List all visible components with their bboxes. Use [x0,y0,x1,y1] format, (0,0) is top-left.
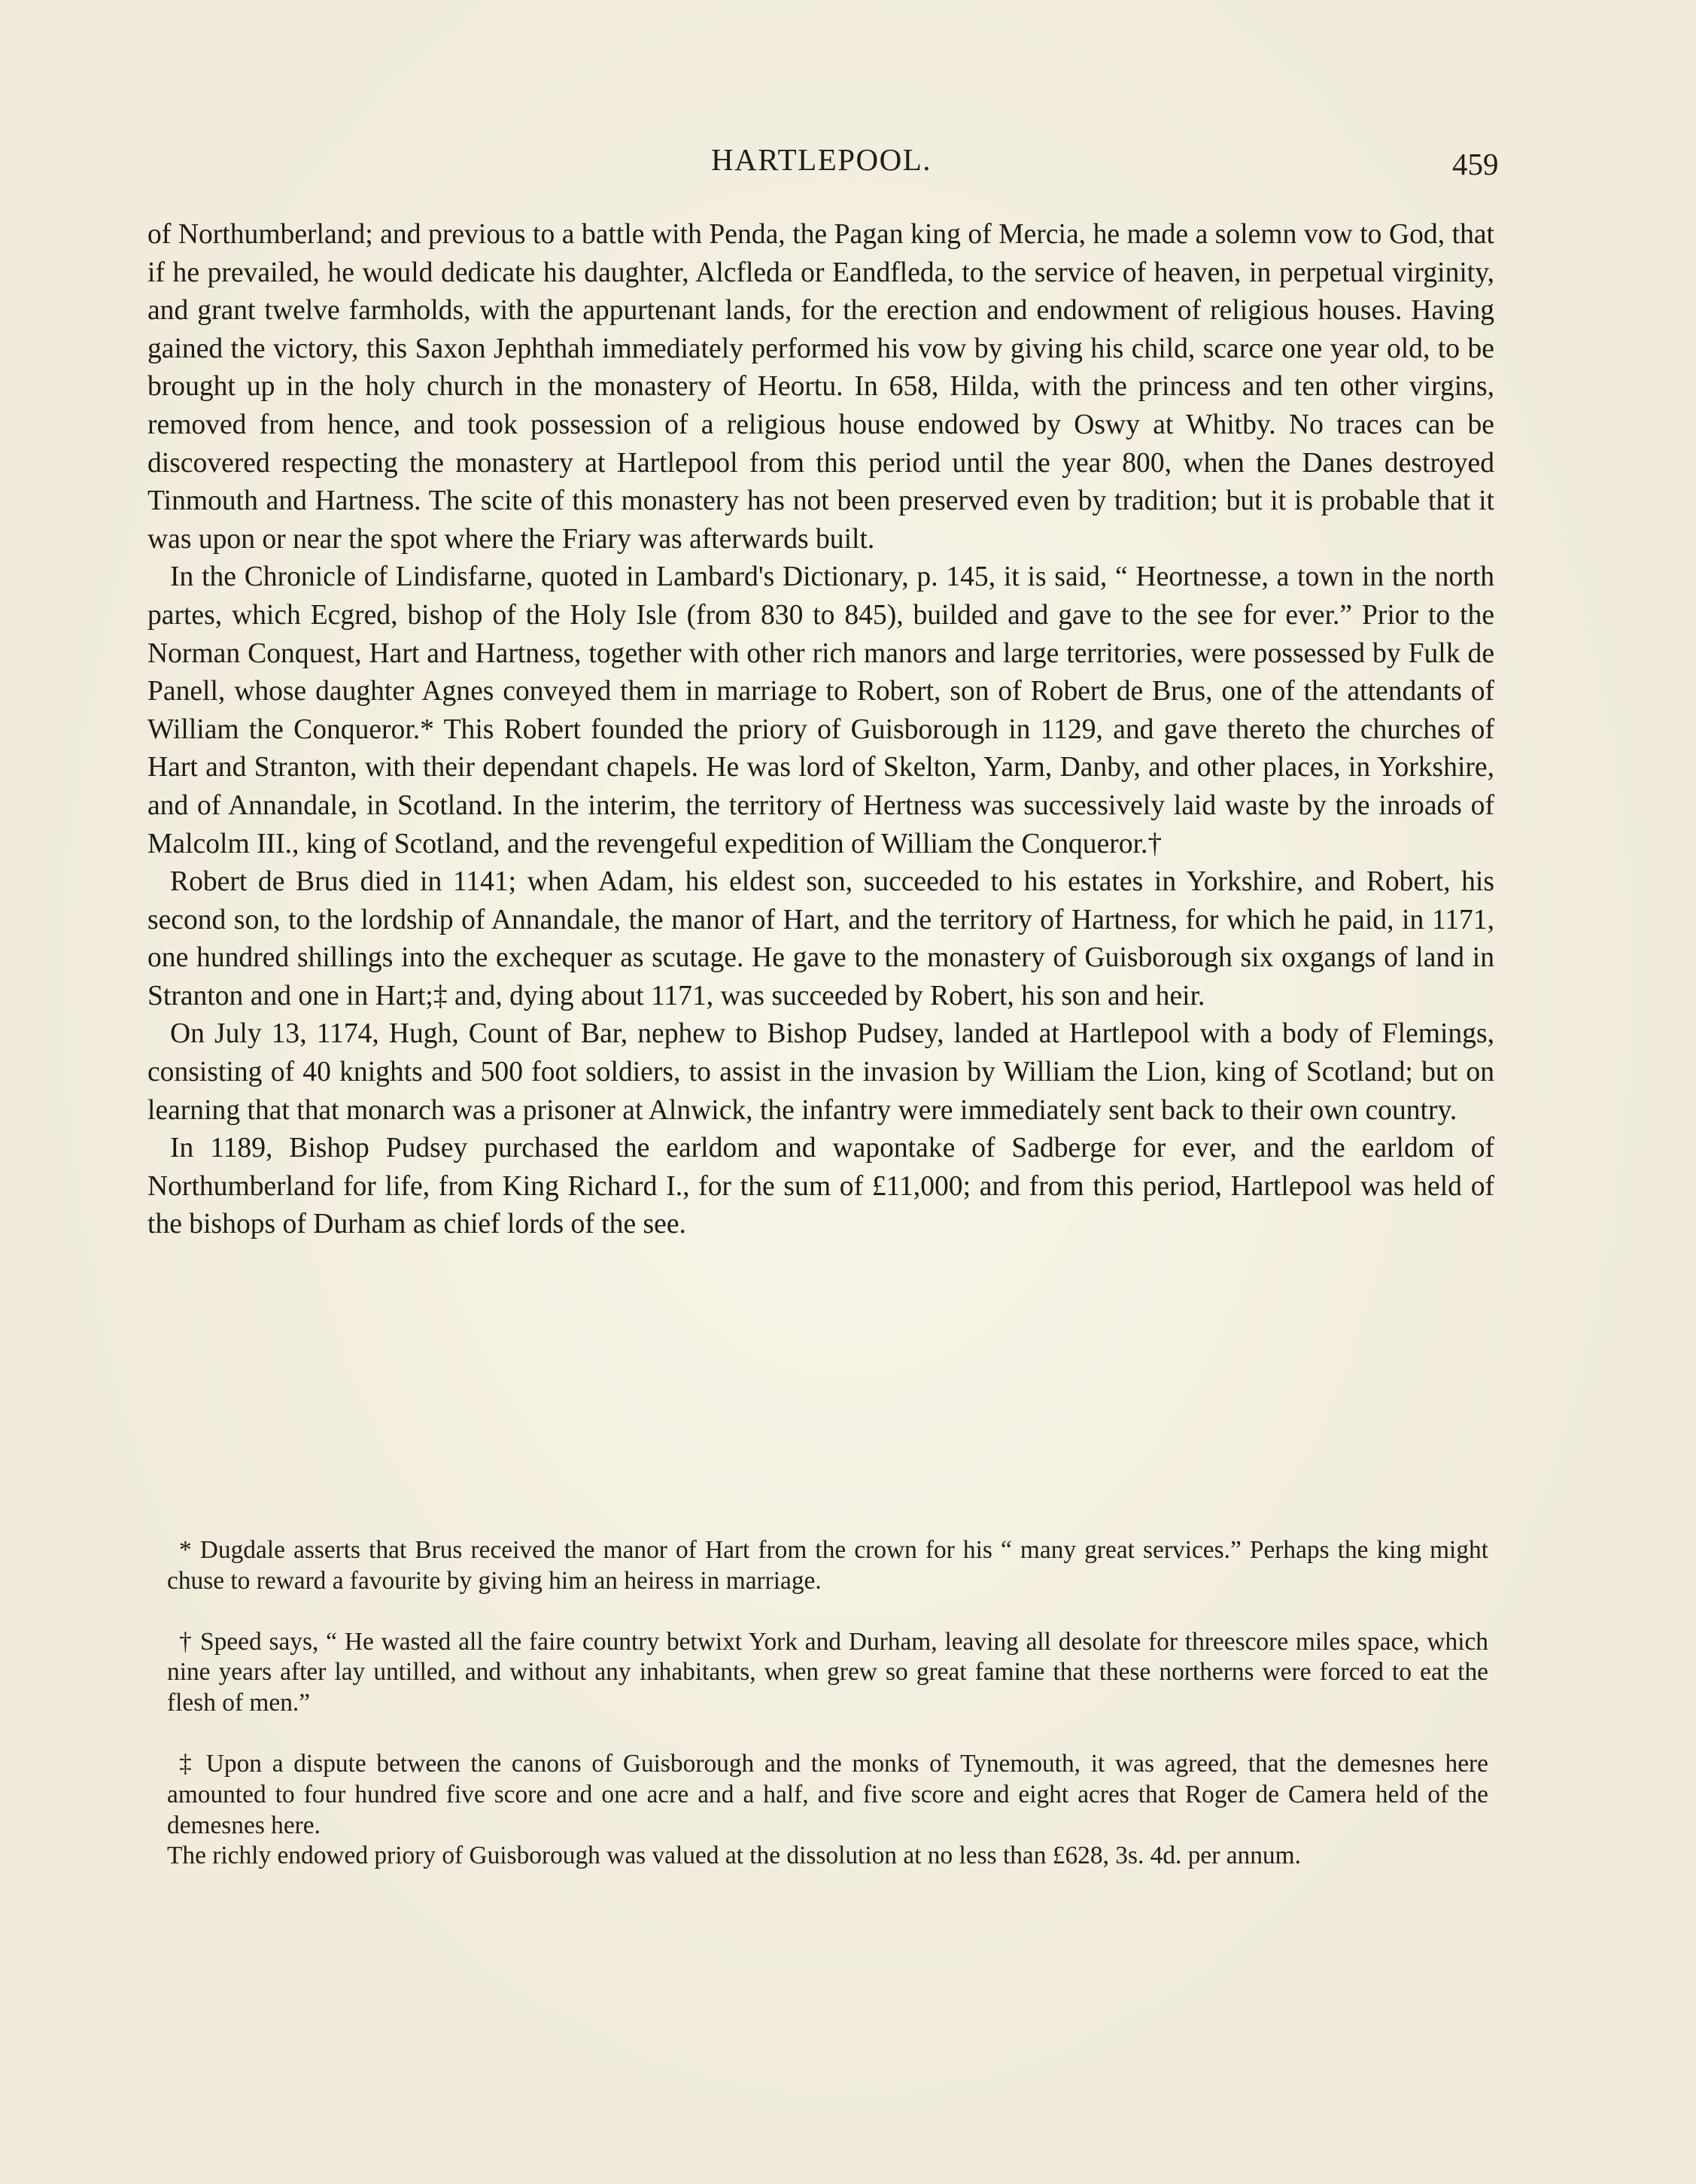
footnote-double-dagger: ‡ Upon a dispute between the canons of Guisborough and the monks of Tynemouth, it was agreed, that the demesnes here amounted to four hundred five score and one acre and a half, and five score and eight acres that Roger de Camera held of the demesnes here. [167,1749,1488,1839]
footnote-star: * Dugdale asserts that Brus received the manor of Hart from the crown for his “ many great services.” Perhaps the king might chuse to reward a favourite by giving him an heiress in marriage. [167,1536,1488,1595]
footnotes [167,1535,1488,1872]
running-header [0,135,1696,188]
paragraph-1: of Northumberland; and previous to a battle with Penda, the Pagan king of Mercia, he made a solemn vow to God, that if he prevailed, he would dedicate his daughter, Alcfleda or Eandfleda, to the service of heaven, in perpetual virginity, and grant twelve farmholds, with the appurtenant lands, for the erection and endowment of religious houses. Having gained the victory, this Saxon Jephthah immediately performed his vow by giving his child, scarce one year old, to be brought up in the holy church in the monastery of Heortu. In 658, Hilda, with the princess and ten other virgins, removed from hence, and took possession of a religious house endowed by Oswy at Whitby. No traces can be discovered respecting the monastery at Hartlepool from this period until the year 800, when the Danes destroyed Tinmouth and Hartness. The scite of this monastery has not been preserved even by tradition; but it is probable that it was upon or near the spot where the Friary was afterwards built. [147,219,1494,555]
main-text [147,216,1494,1244]
paragraph-2: In the Chronicle of Lindisfarne, quoted in Lambard's Dictionary, p. 145, it is said, “ Heortnesse, a town in the north partes, which Ecgred, bishop of the Holy Isle (from 830 to 845), builded and gave to the see for ever.” Prior to the Norman Conquest, Hart and Hartness, together with other rich manors and large territories, were possessed by Fulk de Panell, whose daughter Agnes conveyed them in marriage to Robert, son of Robert de Brus, one of the attendants of William the Conqueror.* This Robert founded the priory of Guisborough in 1129, and gave thereto the churches of Hart and Stranton, with their dependant chapels. He was lord of Skelton, Yarm, Danby, and other places, in Yorkshire, and of Annandale, in Scotland. In the interim, the territory of Hertness was successively laid waste by the inroads of Malcolm III., king of Scotland, and the revengeful expedition of William the Conqueror.† [147,561,1494,859]
paragraph-3: Robert de Brus died in 1141; when Adam, his eldest son, succeeded to his estates in Yorkshire, and Robert, his second son, to the lordship of Annandale, the manor of Hart, and the territory of Hartness, for which he paid, in 1171, one hundred shillings into the exchequer as scutage. He gave to the monastery of Guisborough six oxgangs of land in Stranton and one in Hart;‡ and, dying about 1171, was succeeded by Robert, his son and heir. [147,866,1494,1011]
page-number: 459 [1452,147,1499,181]
running-title: HARTLEPOOL. [711,142,932,177]
footnote-double-dagger-continued: The richly endowed priory of Guisborough was valued at the dissolution at no less than £628, 3s. 4d. per annum. [167,1842,1301,1870]
footnote-dagger: † Speed says, “ He wasted all the faire country betwixt York and Durham, leaving all desolate for threescore miles space, which nine years after lay untilled, and without any inhabitants, when grew so great famine that these northerns were forced to eat the flesh of men.” [167,1627,1488,1717]
paragraph-4: On July 13, 1174, Hugh, Count of Bar, nephew to Bishop Pudsey, landed at Hartlepool with a body of Flemings, consisting of 40 knights and 500 foot soldiers, to assist in the invasion by William the Lion, king of Scotland; but on learning that that monarch was a prisoner at Alnwick, the infantry were immediately sent back to their own country. [147,1018,1494,1126]
paragraph-5: In 1189, Bishop Pudsey purchased the earldom and wapontake of Sadberge for ever, and the earldom of Northumberland for life, from King Richard I., for the sum of £11,000; and from this period, Hartlepool was held of the bishops of Durham as chief lords of the see. [147,1133,1494,1240]
